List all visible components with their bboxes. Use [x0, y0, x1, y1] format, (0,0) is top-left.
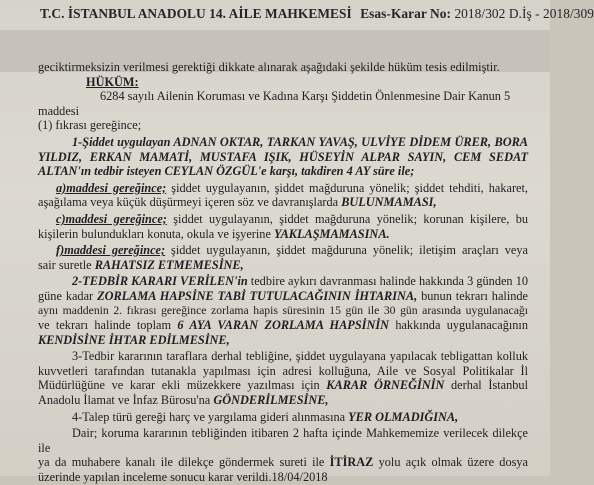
document-header: [40, 6, 594, 22]
hukum-title: HÜKÜM:: [86, 74, 139, 89]
clause-c-line-2: kişilerin bulundukları konuta, okula ve işyerine YAKLAŞMAMASINA.: [38, 226, 390, 241]
law-line-2: (1) fıkrası gereğince;: [38, 118, 142, 133]
clause-f-line-2: sair suretle RAHATSIZ ETMEMESİNE,: [38, 257, 244, 272]
clause-2-line-2: güne kadar ZORLAMA HAPSİNE TABİ TUTULACAĞININ İHTARINA, bunun tekrarı halinde: [38, 288, 528, 303]
court-name: T.C. İSTANBUL ANADOLU 14. AİLE MAHKEMESİ: [40, 6, 352, 21]
intro-line: geciktirmeksizin verilmesi gerektiği dikkate alınarak aşağıdaki şekilde hüküm tesis edilmiştir.: [38, 60, 500, 74]
dair-line-2: ya da muhabere kanalı ile dilekçe göndermek sureti ile İTİRAZ yolu açık olmak üzere dosya: [38, 455, 528, 470]
law-line-1: 6284 sayılı Ailenin Koruması ve Kadına Karşı Şiddetin Önlenmesine Dair Kanun 5 maddesi: [38, 89, 511, 118]
clause-1-line-3: ALTAN'ın tedbir isteyen CEYLAN ÖZGÜL'e karşı, takdiren 4 AY süre ile;: [38, 164, 415, 179]
clause-f-line-1: f)maddesi gereğince; şiddet uygulayanın, şiddet mağduruna yönelik; iletişim araçları veya: [56, 243, 528, 258]
esas-label: Esas-Karar No:: [360, 6, 452, 21]
document-body: [38, 60, 528, 485]
clause-a-line-2: aşağılama veya küçük düşürmeyi içeren söz ve davranışlarda BULUNMAMASI,: [38, 195, 437, 210]
esas-value: 2018/302 D.İş - 2018/309: [454, 6, 594, 21]
clause-3-line-1: 3-Tedbir kararının taraflara derhal tebliğine, şiddet uygulayana yapılacak tebligattan kolluk: [72, 349, 528, 364]
clause-1-line-2: YILDIZ, ERKAN MAMATİ, MUSTAFA IŞIK, HÜSEYİN ALPAR SAYIN, CEM SEDAT: [38, 149, 528, 164]
clause-1-line-1: 1-Şiddet uygulayan ADNAN OKTAR, TARKAN YAVAŞ, ULVİYE DİDEM ÜRER, BORA: [72, 134, 528, 149]
clause-a-line-1: a)maddesi gereğince; şiddet uygulayanın, şiddet mağduruna yönelik; şiddet tehditi, hakaret,: [56, 180, 528, 195]
clause-2-line-5: KENDİSİNE İHTAR EDİLMESİNE,: [38, 332, 230, 347]
clause-2-line-1: 2-TEDBİR KARARI VERİLEN'in tedbire aykırı davranması halinde hakkında 3 günden 10: [72, 274, 528, 289]
clause-2-line-3: aynı maddenin 2. fıkrası gereğince zorlama hapis süresinin 15 gün ile 30 gün arasında uygulanacağı: [38, 303, 528, 317]
clause-2-line-4: ve tekrarı halinde toplam 6 AYA VARAN ZORLAMA HAPSİNİN hakkında uygulanacağının: [38, 318, 528, 333]
clause-3-line-3: Müdürlüğüne ve karar ekli müzekkere yazılması için KARAR ÖRNEĞİNİN derhal İstanbul: [38, 378, 528, 393]
clause-c-line-1: c)maddesi gereğince; şiddet uygulayanın, şiddet mağduruna yönelik; korunan kişilere, bu: [56, 211, 529, 226]
clause-3-line-2: kuvvetleri tarafından tutanakla yapılması için adresi kolluğuna, Aile ve Sosyal Politikalar İl: [38, 363, 528, 378]
dair-line-1: Dair; koruma kararının tebliğinden itibaren 2 hafta içinde Mahkememize verilecek dilekçe ile: [38, 426, 528, 455]
dair-line-3: üzerinde yapılan inceleme sonucu karar verildi.18/04/2018: [38, 470, 328, 485]
clause-3-line-4: Anadolu İlamat ve İnfaz Bürosu'na GÖNDERİLMESİNE,: [38, 393, 329, 408]
clause-4-line-1: 4-Talep türü gereği harç ve yargılama gideri alınmasına YER OLMADIĞINA,: [72, 409, 459, 424]
